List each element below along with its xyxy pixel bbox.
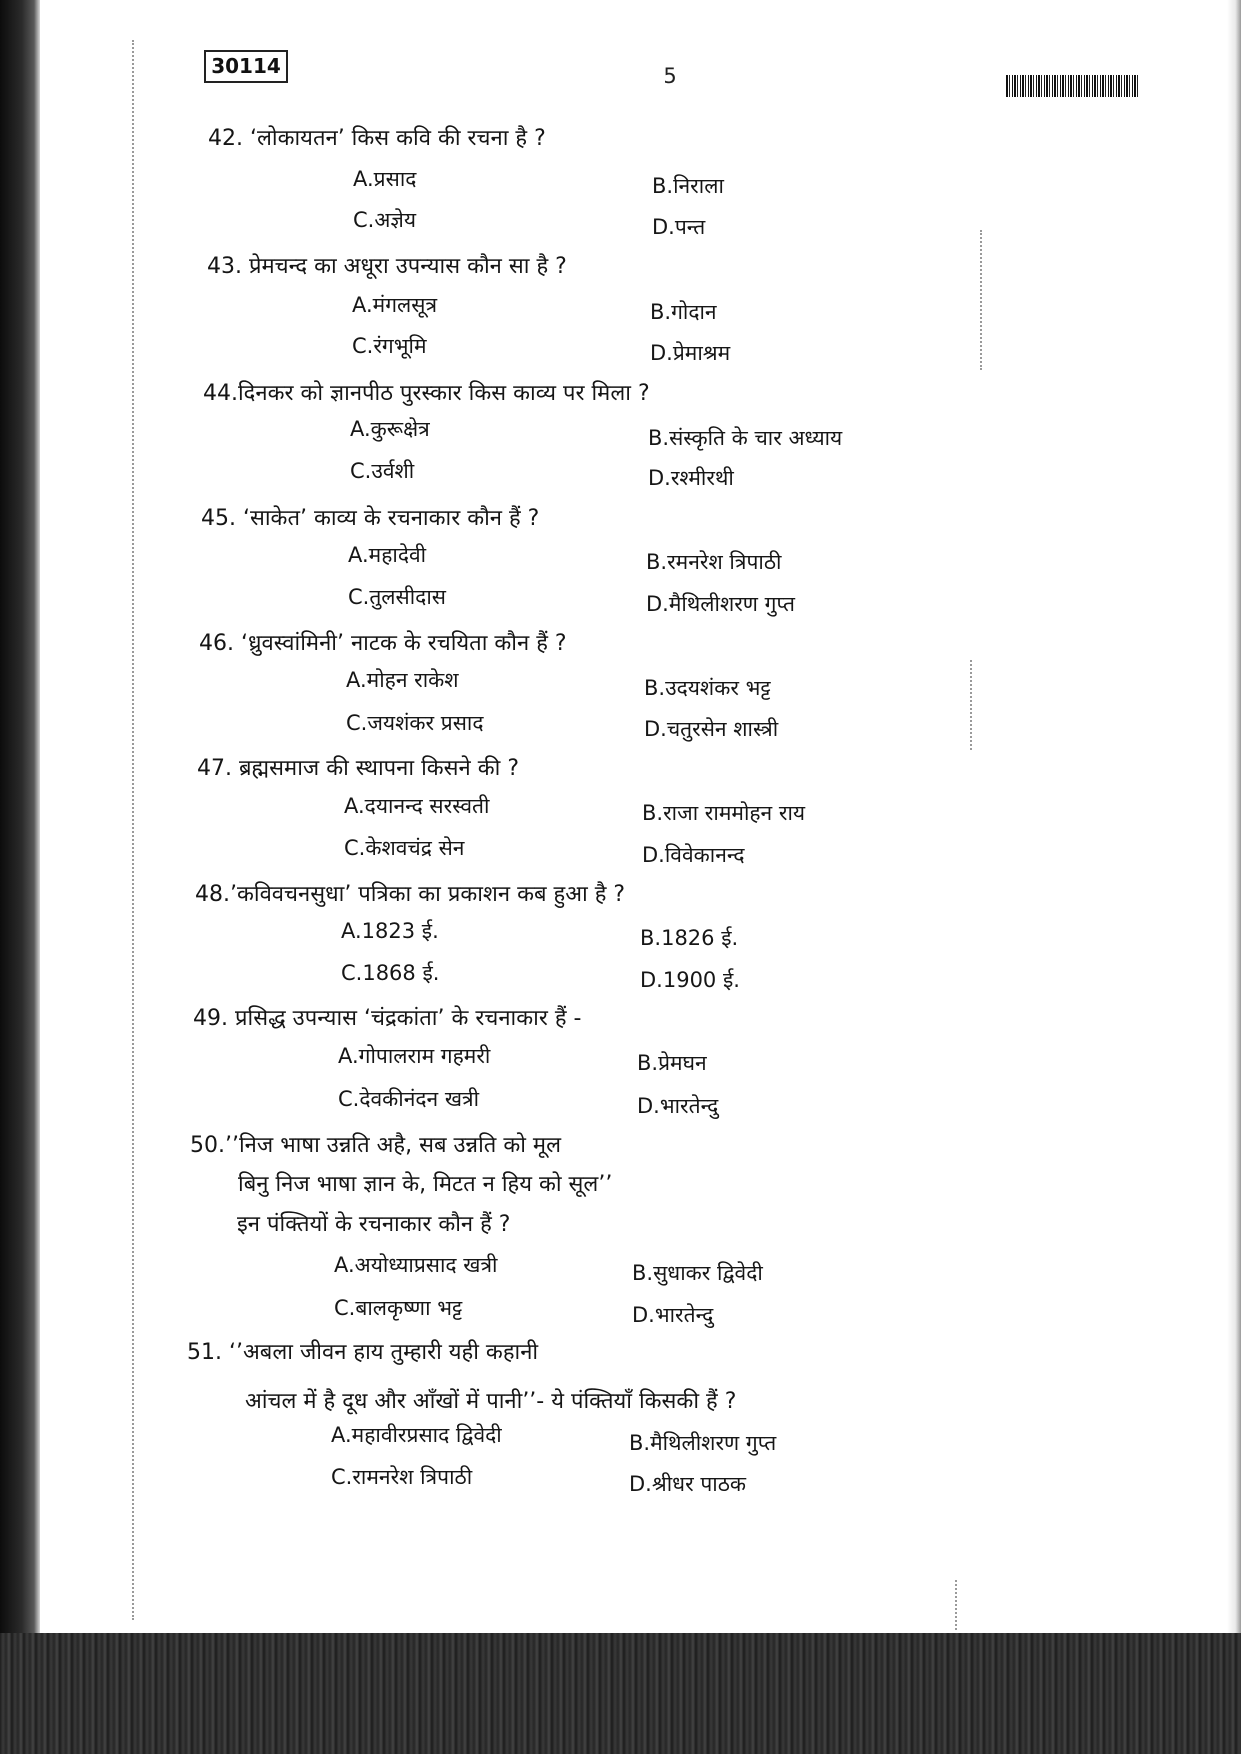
q44-option-d: D.रश्मीरथी xyxy=(648,466,734,490)
q48-option-d: D.1900 ई. xyxy=(640,968,740,992)
q46-option-d: D.चतुरसेन शास्त्री xyxy=(644,717,779,741)
q48-option-a: A.1823 ई. xyxy=(341,919,439,943)
scan-right-edge xyxy=(1227,0,1241,1650)
q43-option-a: A.मंगलसूत्र xyxy=(352,293,438,317)
binding-dots-right-2 xyxy=(970,660,972,750)
question-51-line-1: 51. ‘’अबला जीवन हाय तुम्हारी यही कहानी xyxy=(187,1340,539,1365)
q51-option-a: A.महावीरप्रसाद द्विवेदी xyxy=(331,1423,502,1447)
q47-option-b: B.राजा राममोहन राय xyxy=(642,801,806,825)
question-50-line-3: इन पंक्तियों के रचनाकार कौन हैं ? xyxy=(237,1212,511,1237)
q46-option-b: B.उदयशंकर भट्ट xyxy=(644,676,771,700)
q50-option-a: A.अयोध्याप्रसाद खत्री xyxy=(334,1253,498,1277)
q50-option-d: D.भारतेन्दु xyxy=(632,1303,714,1327)
binding-dots-right xyxy=(980,230,982,370)
q49-option-c: C.देवकीनंदन खत्री xyxy=(338,1087,480,1111)
question-51-line-2: आंचल में है दूध और आँखों में पानी’’- ये पंक्तियाँ किसकी हैं ? xyxy=(245,1389,737,1414)
question-48: 48.’कविवचनसुधा’ पत्रिका का प्रकाशन कब हुआ है ? xyxy=(195,882,626,907)
q51-option-c: C.रामनरेश त्रिपाठी xyxy=(331,1465,473,1489)
q45-option-b: B.रमनरेश त्रिपाठी xyxy=(646,550,782,574)
q51-option-b: B.मैथिलीशरण गुप्त xyxy=(629,1431,777,1455)
q46-option-c: C.जयशंकर प्रसाद xyxy=(346,711,484,735)
q44-option-a: A.कुरूक्षेत्र xyxy=(350,417,430,441)
q50-option-c: C.बालकृष्णा भट्ट xyxy=(334,1296,463,1320)
q45-option-c: C.तुलसीदास xyxy=(348,585,446,609)
q47-option-d: D.विवेकानन्द xyxy=(642,843,745,867)
page-number: 5 xyxy=(663,64,677,88)
q47-option-a: A.दयानन्द सरस्वती xyxy=(344,794,490,818)
question-49: 49. प्रसिद्ध उपन्यास ‘चंद्रकांता’ के रचनाकार हैं - xyxy=(193,1006,582,1031)
q45-option-a: A.महादेवी xyxy=(348,543,427,567)
binding-dots-right-3 xyxy=(955,1580,957,1630)
q42-option-d: D.पन्त xyxy=(652,215,706,239)
q42-option-b: B.निराला xyxy=(652,174,724,198)
q44-option-b: B.संस्कृति के चार अध्याय xyxy=(648,426,843,450)
q47-option-c: C.केशवचंद्र सेन xyxy=(344,836,465,860)
question-44: 44.दिनकर को ज्ञानपीठ पुरस्कार किस काव्य पर मिला ? xyxy=(203,381,650,406)
q48-option-c: C.1868 ई. xyxy=(341,961,440,985)
q46-option-a: A.मोहन राकेश xyxy=(346,668,459,692)
q42-option-a: A.प्रसाद xyxy=(353,167,417,191)
q51-option-d: D.श्रीधर पाठक xyxy=(629,1472,747,1496)
question-50-line-2: बिनु निज भाषा ज्ञान के, मिटत न हिय को सूल’’ xyxy=(238,1172,613,1197)
q50-option-b: B.सुधाकर द्विवेदी xyxy=(632,1261,763,1285)
question-46: 46. ‘ध्रुवस्वांमिनी’ नाटक के रचयिता कौन हैं ? xyxy=(199,631,567,656)
question-47: 47. ब्रह्मसमाज की स्थापना किसने की ? xyxy=(197,756,519,781)
q44-option-c: C.उर्वशी xyxy=(350,459,415,483)
question-50-line-1: 50.’’निज भाषा उन्नति अहै, सब उन्नति को मूल xyxy=(190,1133,561,1158)
q42-option-c: C.अज्ञेय xyxy=(353,208,417,232)
q43-option-b: B.गोदान xyxy=(650,300,717,324)
question-42: 42. ‘लोकायतन’ किस कवि की रचना है ? xyxy=(208,126,546,151)
question-45: 45. ‘साकेत’ काव्य के रचनाकार कौन हैं ? xyxy=(201,506,540,531)
q45-option-d: D.मैथिलीशरण गुप्त xyxy=(646,592,795,616)
q43-option-c: C.रंगभूमि xyxy=(352,334,427,358)
binding-dots xyxy=(132,40,134,1620)
paper-code: 30114 xyxy=(204,50,288,83)
barcode xyxy=(1006,75,1140,97)
question-43: 43. प्रेमचन्द का अधूरा उपन्यास कौन सा है ? xyxy=(207,254,567,279)
q49-option-d: D.भारतेन्दु xyxy=(637,1094,719,1118)
q49-option-b: B.प्रेमघन xyxy=(637,1051,707,1075)
q43-option-d: D.प्रेमाश्रम xyxy=(650,341,731,365)
scan-left-edge xyxy=(0,0,40,1635)
q49-option-a: A.गोपालराम गहमरी xyxy=(338,1044,491,1068)
q48-option-b: B.1826 ई. xyxy=(640,926,739,950)
scan-bottom-edge xyxy=(0,1633,1241,1754)
